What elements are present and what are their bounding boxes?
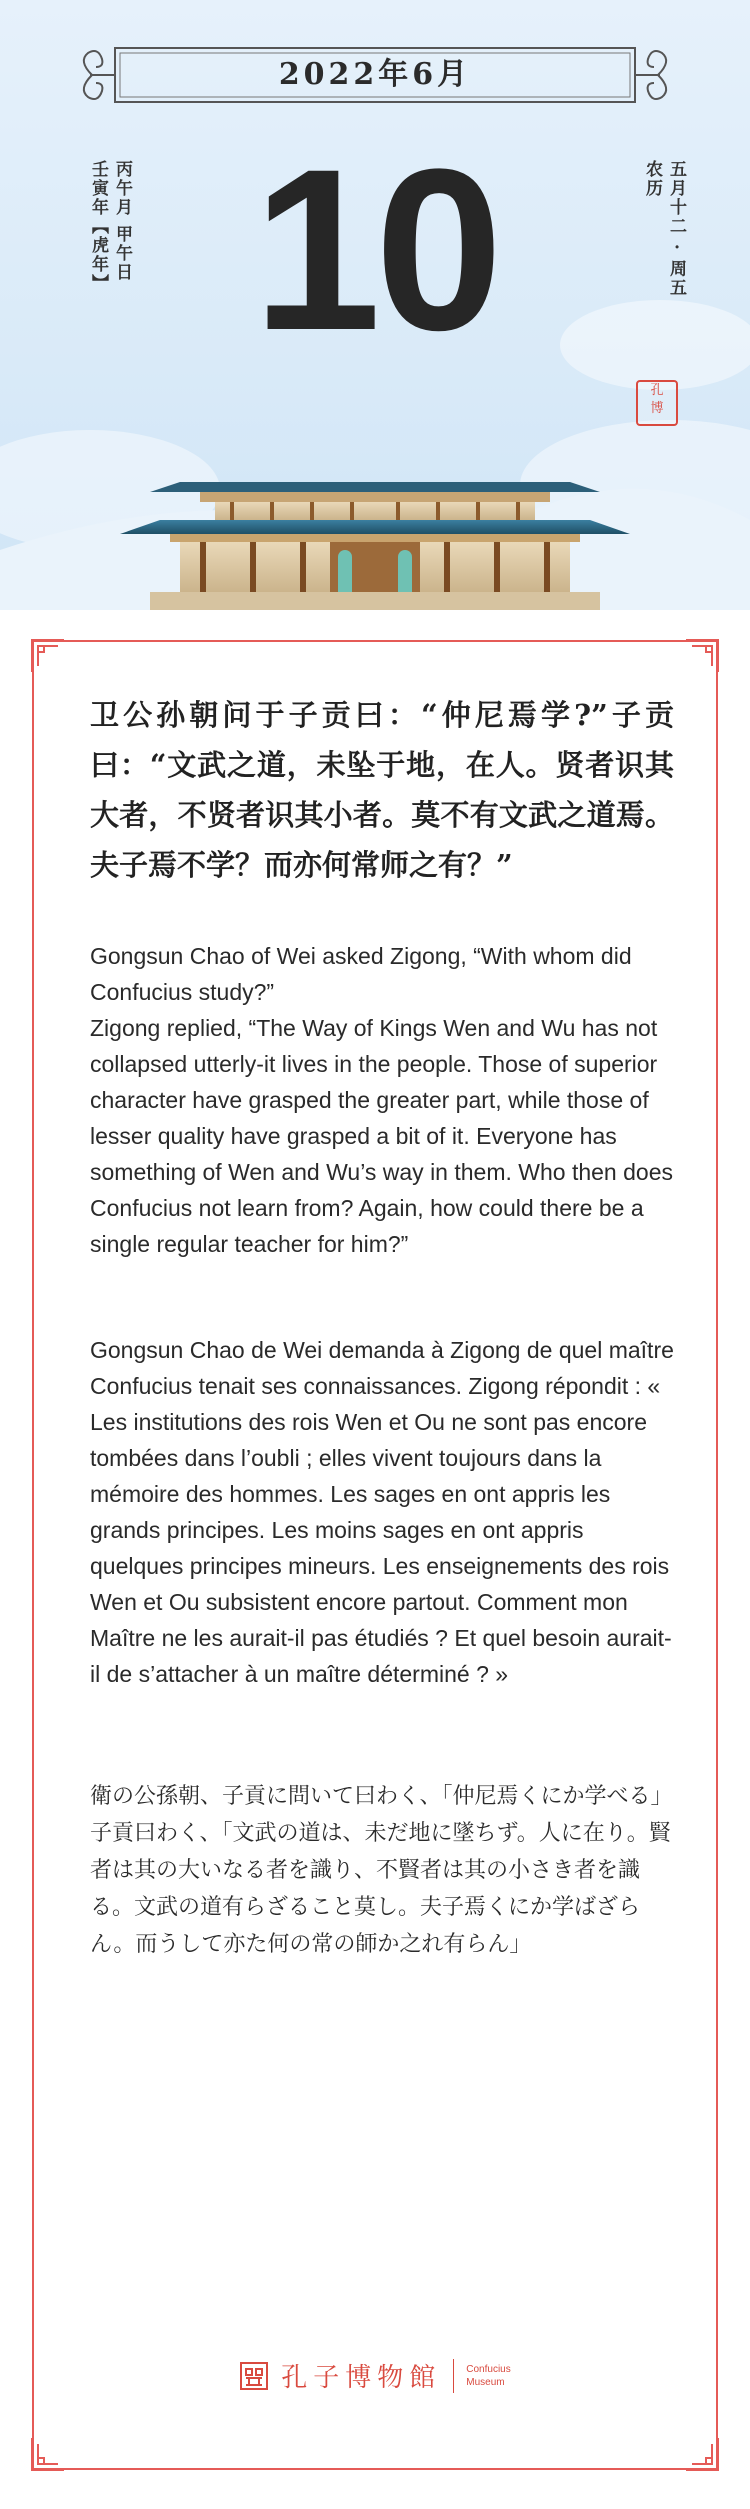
seal-char: 孔 — [650, 383, 664, 398]
english-translation — [90, 938, 674, 1262]
museum-emblem-icon — [239, 2361, 269, 2391]
japanese-translation: 衛の公孫朝、子貢に問いて曰わく、「仲尼焉くにか学べる」子貢曰わく、「文武の道は、未だ地に墜ちず。人に在り。賢者は其の大いなる者を識り、不賢者は其の小さき者を識る。文武の道有らざること莫し。夫子焉くにか学ばざらん。而うして亦た何の常の師か之れ有らん」 — [90, 1784, 673, 1957]
museum-name-en-line: Confucius — [466, 2363, 511, 2375]
month-banner — [70, 40, 680, 110]
ganzhi-year — [86, 160, 111, 293]
corner-ornament-icon — [30, 2436, 66, 2472]
corner-ornament-icon — [30, 638, 66, 674]
corner-ornament-icon — [684, 2436, 720, 2472]
seal-stamp — [636, 380, 678, 426]
ganzhi-year-text: 壬寅年 — [88, 160, 108, 217]
cloud-decoration — [560, 300, 750, 390]
english-paragraph: Gongsun Chao of Wei asked Zigong, “With whom did Confucius study?” — [90, 943, 632, 1005]
museum-name-en-line: Museum — [466, 2376, 505, 2388]
ganzhi-month-day: 丙午月 甲午日 — [112, 160, 132, 282]
chinese-quote: 卫公孙朝问于子贡曰：“仲尼焉学?”子贡曰：“文武之道，未坠于地，在人。贤者识其大者，不贤者识其小者。莫不有文武之道焉。夫子焉不学？而亦何常师之有？” — [90, 698, 674, 882]
quote-card — [32, 640, 718, 2470]
seal-char: 博 — [650, 401, 664, 416]
museum-name-en — [466, 2363, 510, 2389]
temple-building-illustration — [0, 430, 750, 610]
month-title: 2022年6月 — [278, 57, 472, 92]
corner-ornament-icon — [684, 638, 720, 674]
day-number: 10 — [253, 121, 497, 378]
zodiac-text: 【虎年】 — [88, 217, 108, 293]
french-translation: Gongsun Chao de Wei demanda à Zigong de quel maître Confucius tenait ses connaissances. Zigong répondit : « Les institutions des rois Wen et Ou ne sont pas encore tombées dans l’oubli ; elles vivent toujours dans la mémoire des hommes. Les sages en ont appris les grands principes. Les moins sages en ont appris quelques principes mineurs. Les enseignements des rois Wen et Ou subsistent encore partout. Comment mon Maître ne les aurait-il pas étudiés ? Et quel besoin aurait-il de s’attacher à un maître déterminé ? » — [90, 1337, 674, 1687]
lunar-label: 农历 — [642, 160, 662, 198]
lunar-date-weekday: 五月十二 · 周五 — [666, 160, 686, 298]
english-paragraph: Zigong replied, “The Way of Kings Wen and Wu has not collapsed utterly-it lives in the people. Those of superior character have grasped the greater part, while those of lesser quality have grasped a bit of it. Everyone has something of Wen and Wu’s way in them. Who then does Confucius not learn from? Again, how could there be a single regular teacher for him?” — [90, 1015, 673, 1257]
museum-logo — [34, 2357, 716, 2417]
calendar-header — [0, 0, 750, 610]
logo-divider — [453, 2359, 454, 2393]
museum-name-cn: 孔子博物館 — [281, 2363, 442, 2393]
